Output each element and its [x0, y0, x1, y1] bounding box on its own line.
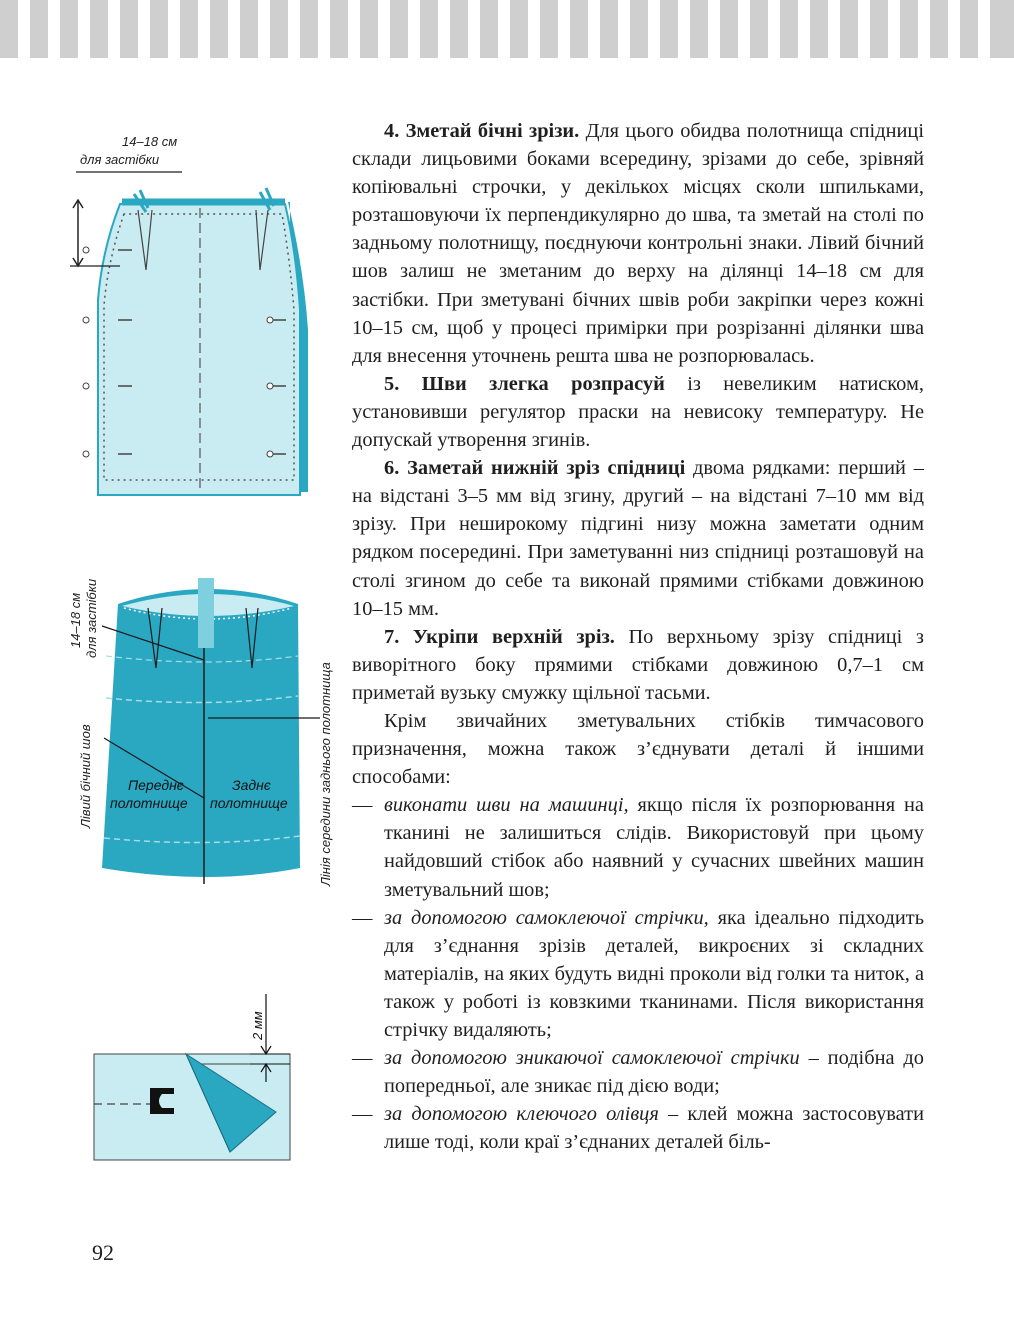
banner-stripe	[18, 0, 30, 58]
zipper-area	[198, 578, 214, 648]
side-seam-label: Лівий бічний шов	[78, 724, 93, 828]
page-number: 92	[92, 1240, 114, 1265]
list-item	[352, 791, 924, 903]
header-stripe-banner	[0, 0, 1014, 58]
banner-stripe	[588, 0, 600, 58]
back-panel-label-2: полотнище	[210, 795, 288, 811]
banner-stripe	[618, 0, 630, 58]
list-item-italic: за допомогою клеючого олівця	[384, 1103, 659, 1126]
figure-fold-detail	[90, 992, 300, 1164]
step-6-body: двома рядками: перший – на відстані 3–5 мм від згину, другий – на відстані 7–10 мм від зрізу. При неширокому підгині низу можна заметати одним рядком посередині. При заметуванні низ спідниці розташовуй на столі згином до себе та виконай прямими стібками довжиною 10–15 мм.	[352, 457, 924, 620]
list-dash: —	[352, 1103, 373, 1126]
center-back-label: Лінія середини заднього полотнища	[318, 662, 333, 886]
list-dash: —	[352, 794, 373, 817]
paragraph-step-4	[352, 117, 924, 370]
banner-stripe	[528, 0, 540, 58]
step-5-body: із невеликим натиском, установивши регулятор праски на невисоку температуру. Не допускай утворення згинів.	[352, 372, 924, 452]
step-6-title: 6. Заметай нижній зріз спідниці	[384, 457, 686, 480]
banner-stripe	[678, 0, 690, 58]
list-item-text: – подібна до попередньої, але зникає під дією води;	[384, 1047, 924, 1098]
paragraph-step-6	[352, 454, 924, 623]
banner-stripe	[48, 0, 60, 58]
banner-stripe	[858, 0, 870, 58]
back-panel-label-1: Заднє	[232, 777, 271, 793]
figure2-measure-label: 14–18 см	[68, 592, 83, 648]
banner-stripe	[168, 0, 180, 58]
banner-stripe	[108, 0, 120, 58]
figure-skirt-assembled	[58, 568, 348, 888]
banner-stripe	[318, 0, 330, 58]
banner-stripe	[378, 0, 390, 58]
banner-stripe	[408, 0, 420, 58]
banner-stripe	[78, 0, 90, 58]
banner-stripe	[468, 0, 480, 58]
banner-stripe	[138, 0, 150, 58]
list-item-text: яка ідеально підходить для з’єднання зрізів деталей, викроєних зі складних матеріалів, на яких будуть видні проколи від голки та ниток, а також у роботі із ковзкими тканинами. Після використання стрічку видаляють;	[384, 906, 924, 1041]
step-4-body: Для цього обидва полотнища спідниці склади лицьовими боками всередину, зрізами до себе, зрівняй копіювальні строчки, у декількох місцях сколи шпильками, розташовуючи їх перпендикулярно до шва, та зметай на столі по задньому полотнищу, поєднуючи контрольні знаки. Лівий бічний шов залиш не зметаним до верху на ділянці 14–18 см для застібки. При зметувані бічних швів роби закріпки через кожні 10–15 см, щоб у процесі примірки при розрізанні ділянки шва для внесення уточнень решта шва не розпорювалась.	[352, 120, 924, 367]
front-panel-label-2: полотнище	[110, 795, 188, 811]
banner-stripe	[558, 0, 570, 58]
list-item-italic: виконати шви на машинці,	[384, 794, 629, 817]
banner-stripe	[348, 0, 360, 58]
banner-stripe	[978, 0, 990, 58]
list-item	[352, 904, 924, 1044]
banner-stripe	[798, 0, 810, 58]
banner-stripe	[648, 0, 660, 58]
banner-stripe	[948, 0, 960, 58]
banner-stripe	[288, 0, 300, 58]
list-dash: —	[352, 1047, 373, 1070]
step-7-body: По верхньому зрізу спідниці з виворітного боку прямими стібками довжиною 0,7–1 см приметай вузьку смужку щільної тасьми.	[352, 625, 924, 704]
list-dash: —	[352, 906, 373, 929]
figure-skirt-side-seams	[60, 130, 330, 510]
banner-stripe	[768, 0, 780, 58]
list-item	[352, 1044, 924, 1100]
banner-stripe	[438, 0, 450, 58]
paragraph-step-5	[352, 370, 924, 454]
body-text	[352, 117, 924, 1156]
banner-stripe	[828, 0, 840, 58]
offset-label: 2 мм	[250, 1011, 265, 1040]
front-panel-label-1: Переднє	[128, 777, 184, 793]
figure1-for-label: для застібки	[80, 152, 160, 167]
figure1-measure-label: 14–18 см	[122, 134, 178, 149]
figure2-for-label: для застібки	[84, 578, 99, 658]
list-item-text: – клей можна застосовувати лише тоді, коли краї з’єднаних деталей біль-	[384, 1103, 924, 1154]
banner-stripe	[888, 0, 900, 58]
step-7-title: 7. Укріпи верхній зріз.	[384, 625, 615, 648]
banner-stripe	[228, 0, 240, 58]
banner-stripe	[258, 0, 270, 58]
list-item	[352, 1100, 924, 1156]
list-item-text: якщо після їх розпорювання на тканині не залишиться слідів. Використовуй при цьому найдовший стібок або наявний у сучасних швейних машин зметувальний шов;	[384, 794, 924, 901]
paragraph-step-7	[352, 623, 924, 707]
banner-stripe	[198, 0, 210, 58]
list-item-italic: за допомогою самоклеючої стрічки,	[384, 906, 709, 929]
banner-stripe	[498, 0, 510, 58]
banner-stripe	[738, 0, 750, 58]
banner-stripe	[708, 0, 720, 58]
methods-list	[352, 791, 924, 1156]
step-5-title: 5. Шви злегка розпрасуй	[384, 372, 665, 395]
paragraph-methods-intro: Крім звичайних зметувальних стібків тимчасового призначення, можна також з’єднувати деталі й іншими способами:	[352, 709, 924, 789]
banner-stripe	[918, 0, 930, 58]
step-4-title: 4. Зметай бічні зрізи.	[384, 120, 580, 142]
list-item-italic: за допомогою зникаючої самоклеючої стрічки	[384, 1047, 800, 1070]
